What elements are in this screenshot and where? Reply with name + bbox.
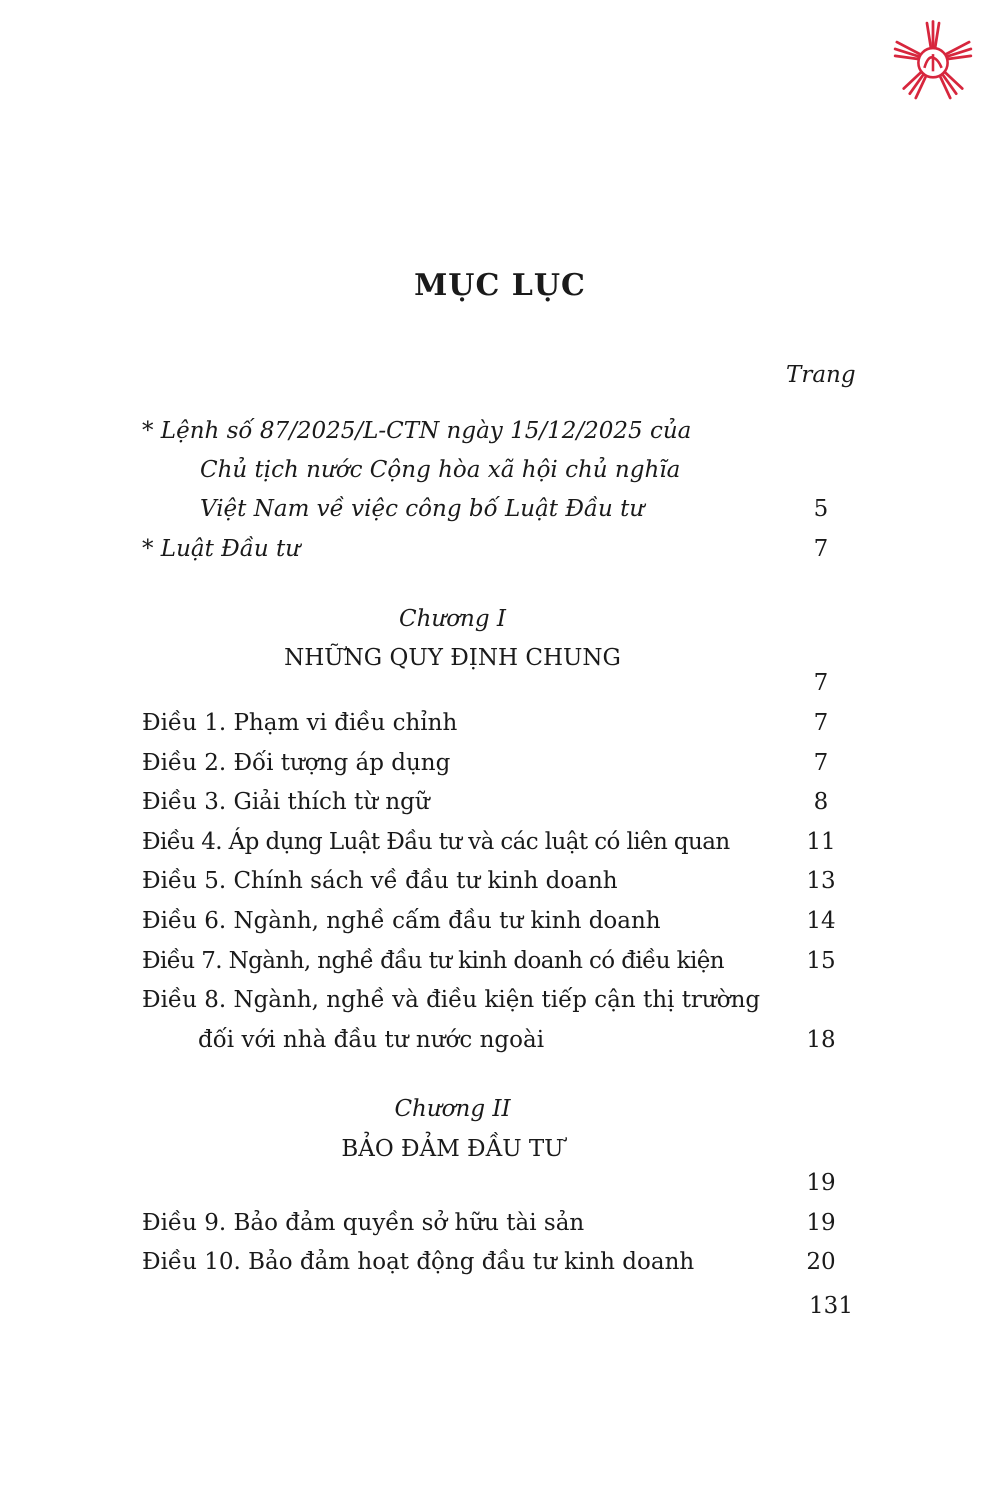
toc-article-3-page: 8: [813, 789, 829, 815]
chapter-1-label: Chương I: [398, 606, 506, 632]
toc-luat-page: 7: [813, 536, 829, 562]
page-title: MỤC LỤC: [414, 268, 586, 303]
toc-article-2: Điều 2. Đối tượng áp dụng: [142, 750, 451, 776]
toc-article-9: Điều 9. Bảo đảm quyền sở hữu tài sản: [142, 1210, 585, 1236]
toc-article-2-page: 7: [813, 750, 829, 776]
chapter-2-label: Chương II: [394, 1096, 511, 1122]
toc-article-6-page: 14: [806, 908, 836, 934]
toc-luat-label: * Luật Đầu tư: [142, 536, 301, 562]
toc-article-10-page: 20: [806, 1249, 836, 1275]
toc-article-5-page: 13: [806, 868, 836, 894]
toc-lenh-page: 5: [813, 496, 829, 522]
toc-article-5: Điều 5. Chính sách về đầu tư kinh doanh: [142, 868, 618, 894]
toc-article-4-page: 11: [806, 829, 836, 855]
toc-article-1: Điều 1. Phạm vi điều chỉnh: [142, 710, 458, 736]
page-number: 131: [809, 1293, 853, 1319]
toc-lenh-line-1: * Lệnh số 87/2025/L-CTN ngày 15/12/2025 của: [142, 418, 692, 444]
toc-article-10: Điều 10. Bảo đảm hoạt động đầu tư kinh doanh: [142, 1249, 695, 1275]
toc-article-8-line-1: Điều 8. Ngành, nghề và điều kiện tiếp cận thị trường: [142, 987, 761, 1013]
toc-article-7-page: 15: [806, 948, 836, 974]
toc-article-1-page: 7: [813, 710, 829, 736]
chapter-1-page: 7: [813, 670, 829, 696]
toc-article-8-line-2: đối với nhà đầu tư nước ngoài: [198, 1027, 545, 1053]
toc-lenh-line-3: Việt Nam về việc công bố Luật Đầu tư: [200, 496, 645, 522]
publisher-logo-icon: [890, 18, 976, 104]
toc-article-6: Điều 6. Ngành, nghề cấm đầu tư kinh doanh: [142, 908, 661, 934]
toc-article-8-page: 18: [806, 1027, 836, 1053]
toc-article-3: Điều 3. Giải thích từ ngữ: [142, 789, 430, 815]
toc-article-9-page: 19: [806, 1210, 836, 1236]
chapter-2-page: 19: [806, 1170, 836, 1196]
toc-article-4: Điều 4. Áp dụng Luật Đầu tư và các luật có liên quan: [142, 829, 730, 855]
chapter-2-title: BẢO ĐẢM ĐẦU TƯ: [341, 1136, 564, 1162]
toc-article-7: Điều 7. Ngành, nghề đầu tư kinh doanh có điều kiện: [142, 948, 724, 974]
chapter-1-title: NHỮNG QUY ĐỊNH CHUNG: [284, 645, 621, 671]
toc-lenh-line-2: Chủ tịch nước Cộng hòa xã hội chủ nghĩa: [200, 457, 681, 483]
page-column-label: Trang: [786, 362, 856, 388]
